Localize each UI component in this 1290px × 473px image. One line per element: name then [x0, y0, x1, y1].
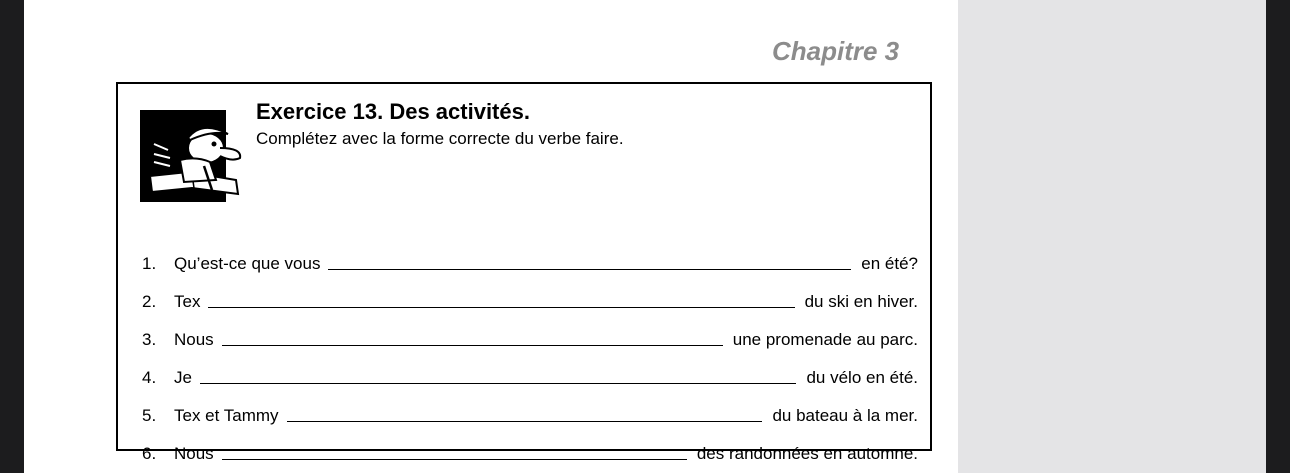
item-subject: Nous — [174, 444, 214, 463]
item-subject: Qu’est-ce que vous — [174, 254, 321, 273]
answer-blank[interactable] — [222, 458, 687, 460]
item-number: 1. — [142, 254, 157, 273]
exercise-item — [142, 426, 918, 464]
item-subject: Tex et Tammy — [174, 406, 279, 425]
item-ending: du vélo en été. — [806, 368, 918, 387]
exercise-title: Exercice 13. Des activités. — [256, 99, 530, 124]
item-number: 5. — [142, 406, 157, 425]
answer-blank[interactable] — [200, 382, 797, 384]
item-ending: une promenade au parc. — [732, 330, 918, 349]
item-number: 3. — [142, 330, 157, 349]
answer-blank[interactable] — [328, 268, 851, 270]
item-number: 6. — [142, 444, 157, 463]
exercise-item — [142, 350, 918, 388]
item-ending: du ski en hiver. — [804, 292, 918, 311]
item-ending: des randonnées en automne. — [696, 444, 918, 463]
exercise-instructions: Complétez avec la forme correcte du verbe faire. — [256, 129, 624, 148]
item-ending: en été? — [861, 254, 918, 273]
item-ending: du bateau à la mer. — [772, 406, 918, 425]
exercise-items — [142, 236, 918, 464]
answer-blank[interactable] — [287, 420, 763, 422]
item-number: 4. — [142, 368, 157, 387]
item-number: 2. — [142, 292, 157, 311]
answer-blank[interactable] — [222, 344, 723, 346]
exercise-item — [142, 274, 918, 312]
exercise-item — [142, 388, 918, 426]
exercise-box — [116, 82, 932, 463]
exercise-item — [142, 236, 918, 274]
item-subject: Je — [174, 368, 192, 387]
answer-blank[interactable] — [208, 306, 794, 308]
item-subject: Nous — [174, 330, 214, 349]
chapter-heading: Chapitre 3 — [772, 36, 900, 66]
exercise-item — [142, 312, 918, 350]
side-panel — [958, 0, 1266, 473]
document-page — [24, 0, 958, 473]
item-subject: Tex — [174, 292, 201, 311]
student-writing-icon — [140, 110, 248, 204]
